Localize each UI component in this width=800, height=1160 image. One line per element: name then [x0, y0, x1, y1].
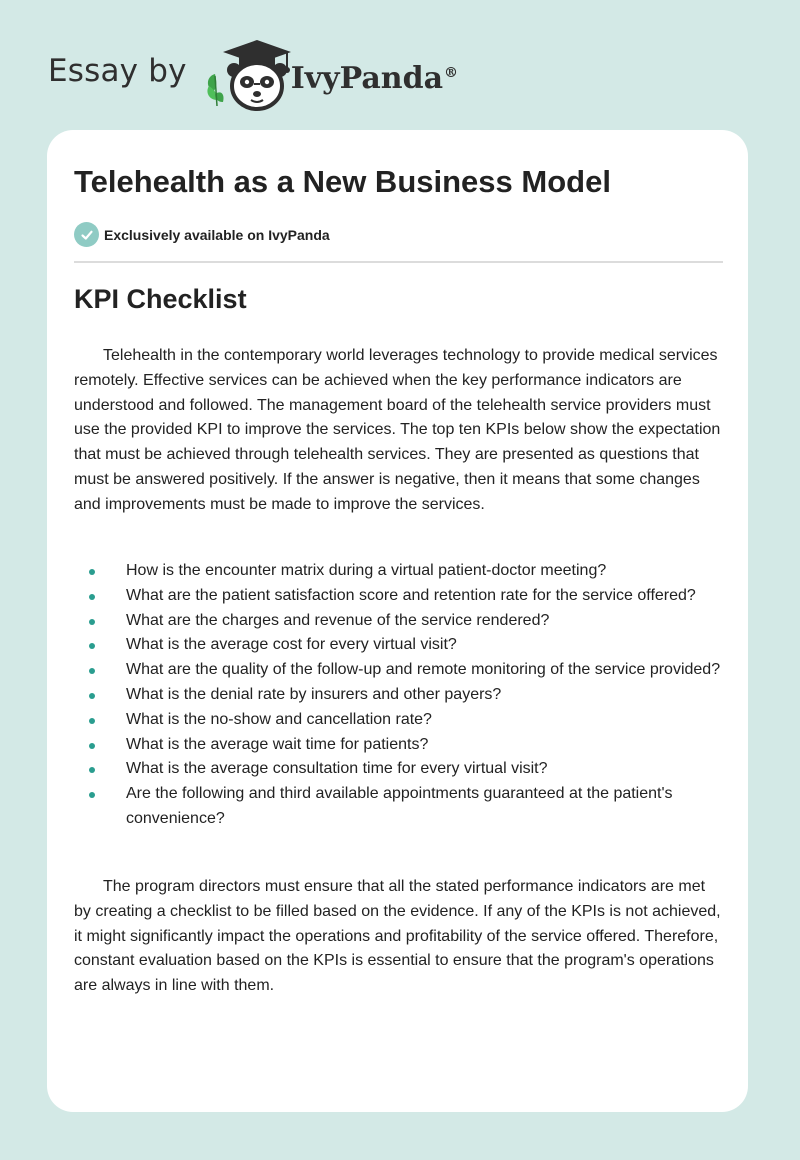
bullet-icon	[89, 718, 95, 724]
kpi-item-text: What is the average wait time for patients?	[126, 735, 429, 753]
kpi-item-text: What is the average consultation time for every virtual visit?	[126, 760, 548, 778]
list-item	[74, 708, 726, 733]
document-card	[47, 130, 748, 1112]
list-item	[74, 633, 726, 658]
list-item	[74, 584, 726, 609]
document-title: Telehealth as a New Business Model	[74, 164, 611, 199]
kpi-item-text: Are the following and third available appointments guaranteed at the patient's convenience?	[126, 785, 673, 827]
kpi-item-text: What is the no-show and cancellation rate?	[126, 710, 432, 728]
bullet-icon	[89, 643, 95, 649]
exclusive-badge	[74, 222, 330, 247]
bullet-icon	[89, 569, 95, 575]
registered-mark: ®	[444, 64, 459, 81]
list-item	[74, 683, 726, 708]
kpi-item-text: What are the charges and revenue of the service rendered?	[126, 611, 550, 629]
exclusive-badge-text: Exclusively available on IvyPanda	[104, 226, 330, 243]
bullet-icon	[89, 668, 95, 674]
list-item	[74, 757, 726, 782]
site-header	[48, 36, 458, 116]
bullet-icon	[89, 619, 95, 625]
brand-name	[291, 61, 458, 96]
list-item	[74, 658, 726, 683]
kpi-list	[74, 559, 726, 832]
list-item	[74, 559, 726, 584]
bullet-icon	[89, 743, 95, 749]
kpi-item-text: What is the denial rate by insurers and other payers?	[126, 685, 502, 703]
bullet-icon	[89, 792, 95, 798]
closing-paragraph: The program directors must ensure that all the stated performance indicators are met by creating a checklist to be filled based on the evidence. If any of the KPIs is not achieved, it might significantly impact the operations and profitability of the service offered. Therefore, constant evaluation based on the KPIs is essential to ensure that the program's operations are always in line with them.	[74, 878, 721, 995]
kpi-item-text: What are the patient satisfaction score and retention rate for the service offered?	[126, 586, 696, 604]
bullet-icon	[89, 693, 95, 699]
check-circle-icon	[74, 222, 99, 247]
list-item	[74, 782, 726, 832]
list-item	[74, 609, 726, 634]
brand-prefix: Essay by	[48, 53, 187, 89]
kpi-item-text: What is the average cost for every virtual visit?	[126, 636, 457, 654]
kpi-item-text: How is the encounter matrix during a virtual patient-doctor meeting?	[126, 562, 607, 579]
list-item	[74, 733, 726, 758]
bullet-icon	[89, 767, 95, 773]
ivypanda-logo-icon[interactable]	[201, 34, 297, 114]
section-heading: KPI Checklist	[74, 284, 247, 314]
bullet-icon	[89, 594, 95, 600]
intro-paragraph: Telehealth in the contemporary world leverages technology to provide medical services remotely. Effective services can be achieved when the key performance indicators are understood and followed. The management board of the telehealth service providers must use the provided KPI to improve the services. The top ten KPIs below show the expectation that must be achieved through telehealth services. They are presented as questions that must be answered positively. If the answer is negative, then it means that some changes and improvements must be made to improve the services.	[74, 347, 721, 513]
header-divider	[74, 261, 723, 263]
kpi-item-text: What are the quality of the follow-up and remote monitoring of the service provided?	[126, 661, 721, 679]
brand-name-text: IvyPanda	[290, 60, 444, 96]
